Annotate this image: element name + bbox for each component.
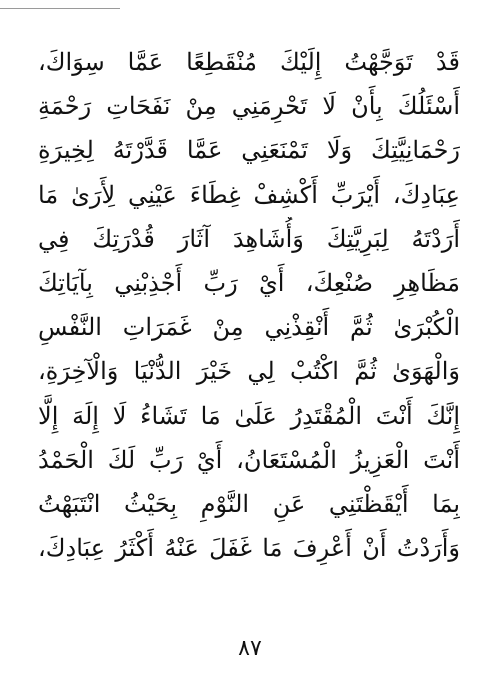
text-line: وَالْهَوَىٰ ثُمَّ اكْتُبْ لِي خَيْرَ الدُّنْيَا وَالْآخِرَةِ، [38, 357, 460, 386]
text-line: أَسْئَلُكَ بِأَنْ لَا تَحْرِمَنِي مِنْ نَفَحَاتِ رَحْمَةِ [38, 92, 460, 121]
prayer-text [38, 40, 460, 570]
text-line: قَدْ تَوَجَّهْتُ إِلَيْكَ مُنْقَطِعًا عَمَّا سِوَاكَ، [38, 48, 460, 76]
text-line: أَنْتَ الْعَزِيزُ الْمُسْتَعَانُ، أَيْ رَبِّ لَكَ الْحَمْدُ [38, 445, 460, 474]
page-number: ٨٧ [238, 636, 262, 661]
text-line: مَظَاهِرِ صُنْعِكَ، أَيْ رَبِّ أَجْذِبْنِي بِآيَاتِكَ [38, 268, 460, 297]
text-line: وَأَرَدْتُ أَنْ أَعْرِفَ مَا غَفَلَ عَنْهُ أَكْثَرُ عِبَادِكَ، [38, 534, 460, 563]
text-line: بِمَا أَيْقَظْتَنِي عَنِ النَّوْمِ بِحَيْثُ انْتَبَهْتُ [38, 489, 460, 518]
text-line: الْكُبْرَىٰ ثُمَّ أَنْقِذْنِي مِنْ غَمَرَاتِ النَّفْسِ [38, 313, 460, 342]
text-line: عِبَادِكَ، أَيْرَبِّ أَكْشِفْ غِطَاءَ عَيْنِي لِأَرَىٰ مَا [38, 180, 460, 209]
text-line: أَرَدْتَهُ لِبَرِيَّتِكَ وَأُشَاهِدَ آثَارَ قُدْرَتِكَ فِي [38, 224, 460, 253]
text-line: رَحْمَانِيَّتِكَ وَلَا تَمْنَعَنِي عَمَّا قَدَّرْتَهُ لِخِيرَةِ [38, 136, 460, 165]
header-rule [0, 0, 120, 9]
text-line: إِنَّكَ أَنْتَ الْمُقْتَدِرُ عَلَىٰ مَا تَشَاءُ لَا إِلَهَ إِلَّا [38, 401, 460, 430]
